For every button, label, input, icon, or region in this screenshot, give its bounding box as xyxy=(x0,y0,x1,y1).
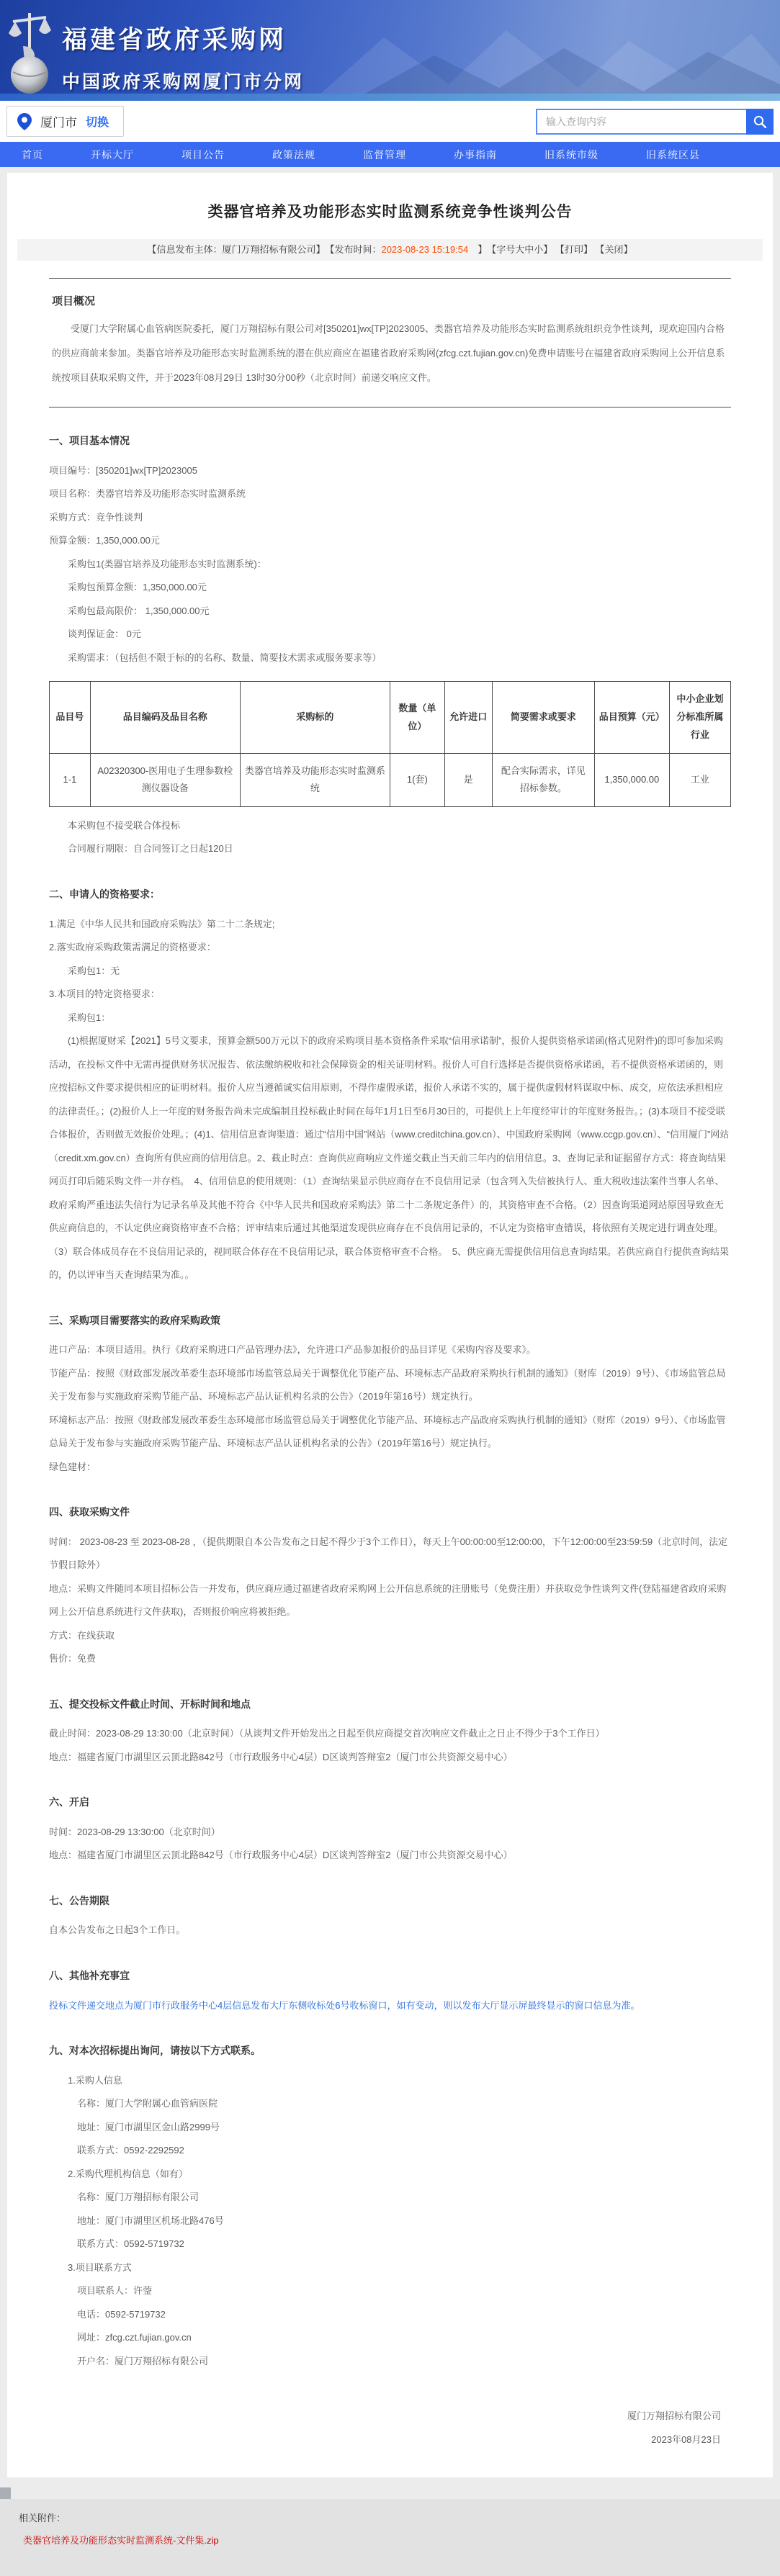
site-banner xyxy=(0,0,780,101)
col-sme-industry: 中小企业划分标准所属行业 xyxy=(669,682,730,753)
attachments-footer xyxy=(0,2499,780,2576)
switch-city-link[interactable]: 切换 xyxy=(86,117,109,129)
obtain-time-line: 时间： 2023-08-23 至 2023-08-28 ，（提供期限自本公告发布之日起不得少于3个工作日），每天上午00:00:00至12:00:00，下午12:00:00至23:59:59（北京时间，法定节假日除外） xyxy=(49,1536,728,1571)
nav-item-supervision[interactable]: 监督管理 xyxy=(363,148,406,161)
notice-period-line: 自本公告发布之日起3个工作日。 xyxy=(49,1924,186,1936)
environment-label-line: 环境标志产品：按照《财政部发展改革委生态环境部市场监管总局关于调整优化节能产品、环境标志产品政府采购执行机制的通知》（财库（2019）9号）、《市场监管总局关于发布参与实施政府采购节能产品、环境标志产品认证机构名录的公告》（2019年第16号）规定执行。 xyxy=(49,1414,726,1449)
nav-item-home[interactable]: 首页 xyxy=(22,148,43,161)
import-product-line: 进口产品：本项目适用。执行《政府采购进口产品管理办法》，允许进口产品参加报价的品目详见《采购内容及要求》。 xyxy=(49,1344,537,1356)
font-size-small-button[interactable]: 小 xyxy=(534,244,544,255)
obtain-place-line: 地点：采购文件随同本项目招标公告一并发布，供应商应通过福建省政府采购网上公开信息系统的注册账号（免费注册）并获取竞争性谈判文件(登陆福建省政府采购网上公开信息系统进行文件获取)，否则报价响应将被拒绝。 xyxy=(49,1582,727,1618)
print-button[interactable]: 【打印】 xyxy=(555,244,593,255)
publish-time-value: 2023-08-23 15:19:54 xyxy=(381,244,469,255)
mountains-decoration xyxy=(319,16,780,95)
purchaser-address-line: 地址：厦门市湖里区金山路2999号 xyxy=(77,2121,220,2133)
project-contact-label: 3.项目联系方式 xyxy=(68,2261,132,2273)
package-1-line: 采购包1(类器官培养及功能形态实时监测系统)： xyxy=(68,558,266,569)
close-button[interactable]: 【关闭】 xyxy=(595,244,633,255)
qualification-package-label: 采购包1： xyxy=(68,1012,111,1023)
deadline-place-line: 地点：福建省厦门市湖里区云顶北路842号（市行政服务中心4层）D区谈判答辩室2（厦门市公共资源交易中心） xyxy=(49,1751,513,1762)
project-overview-section xyxy=(49,278,731,407)
cell-subject: 类器官培养及功能形态实时监测系统 xyxy=(240,753,390,806)
qualification-line-1: 1.满足《中华人民共和国政府采购法》第二十二条规定; xyxy=(49,918,275,929)
search-button[interactable] xyxy=(746,109,774,135)
publisher-label: 【信息发布主体：厦门万翔招标有限公司】 xyxy=(147,244,320,255)
search-icon xyxy=(753,115,766,128)
banner-titles xyxy=(62,20,304,94)
qualification-package-none: 采购包1：无 xyxy=(68,965,120,976)
section-5-heading: 五、提交投标文件截止时间、开标时间和地点 xyxy=(49,1698,251,1710)
contact-website-line: 网址：zfcg.czt.fujian.gov.cn xyxy=(77,2332,192,2343)
section-opening xyxy=(49,1791,731,1868)
toolbar xyxy=(0,101,780,142)
account-name-line: 开户名：厦门万翔招标有限公司 xyxy=(77,2355,209,2366)
nav-item-bid-hall[interactable]: 开标大厅 xyxy=(91,148,134,161)
agency-address-line: 地址：厦门市湖里区机场北路476号 xyxy=(77,2215,224,2226)
announcement-card xyxy=(7,173,773,2477)
font-size-label: 【字号 xyxy=(482,244,516,255)
agency-phone-line: 联系方式：0592-5719732 xyxy=(77,2238,184,2250)
qualification-line-3: 3.本项目的特定资格要求： xyxy=(49,988,160,1000)
cell-import-allowed: 是 xyxy=(444,753,492,806)
section-policies xyxy=(49,1309,731,1480)
section-3-heading: 三、采购项目需要落实的政府采购政策 xyxy=(49,1314,220,1326)
cell-requirements: 配合实际需求，详见招标参数。 xyxy=(492,753,594,806)
font-size-suffix: 】 xyxy=(543,244,553,255)
items-table xyxy=(49,681,731,806)
col-quantity: 数量（单位） xyxy=(390,682,445,753)
nav-item-policies[interactable]: 政策法规 xyxy=(272,148,315,161)
qualification-line-2: 2.落实政府采购政策需满足的资格要求： xyxy=(49,942,216,953)
publish-time-suffix: 】 xyxy=(468,244,483,255)
meta-bar xyxy=(17,239,763,261)
qualification-detail-paragraph: (1)根据厦财采【2021】5号文要求，预算金额500万元以下的政府采购项目基本资格条件采取“信用承诺制”，报价人提供资格承诺函(格式见附件)的即可参加采购活动，在投标文件中无需再提供财务状况报告、依法缴纳税收和社会保障资金的相关证明材料。报价人可自行选择是否提供资格承诺函，若不提供资格承诺函的，则应按招标文件要求提供相应的证明材料。报价人应当遵循诚实信用原则，不得作虚假承诺，报价人承诺不实的，属于提供虚假材料谋取中标、成交，应依法承担相应的法律责任。；(2)报价人上一年度的财务报告尚未完成编制且投标截止时间在每年1月1日至6月30日的，可提供上上年度经审计的年度财务报告。；(3)本项目不接受联合体报价，否则做无效报价处理。；(4)1、信用信息查询渠道：通过“信用中国”网站（www.creditchina.gov.cn）、中国政府采购网（www.ccgp.gov.cn）、“信用厦门”网站（credit.xm.gov.cn）查询所有供应商的信用信息。2、截止时点：查询供应商响应文件递交截止当天前三年内的信用信息。3、查询记录和证据留存方式：将查询结果网页打印后随采购文件一并存档。 4、信用信息的使用规则：（1）查询结果显示供应商存在不良信用记录（包含列入失信被执行人、重大税收违法案件当事人名单、政府采购严重违法失信行为记录名单及其他不符合《中华人民共和国政府采购法》第二十二条规定条件）的，其资格审查不合格。（2）因查询渠道网站原因导致查无供应商信息的，不认定供应商资格审查不合格；评审结束后通过其他渠道发现供应商存在不良信用记录的，不认定为资格审查错误，将依照有关规定进行调查处理。（3）联合体成员存在不良信用记录的，视同联合体存在不良信用记录，联合体资格审查不合格。 5、供应商无需提供信用信息查询结果。若供应商自行提供查询结果的，仍以评审当天查询结果为准。。 xyxy=(49,1035,730,1281)
signature-date: 2023年08月23日 xyxy=(651,2433,721,2445)
nav-item-guide[interactable]: 办事指南 xyxy=(454,148,497,161)
signature-company: 厦门万翔招标有限公司 xyxy=(627,2410,721,2422)
search-bar xyxy=(536,109,774,135)
cell-budget: 1,350,000.00 xyxy=(594,753,669,806)
main-nav xyxy=(0,142,780,167)
nav-item-old-system-district[interactable]: 旧系统区县 xyxy=(646,148,700,161)
attachment-zip-link[interactable]: 类器官培养及功能形态实时监测系统-文件集.zip xyxy=(23,2535,219,2546)
banner-water-strip xyxy=(0,94,780,101)
current-city-label: 厦门市 xyxy=(40,116,77,130)
cell-item-no: 1-1 xyxy=(50,753,91,806)
purchaser-name-line: 名称：厦门大学附属心血管病医院 xyxy=(77,2098,218,2109)
cell-sme-industry: 工业 xyxy=(669,753,730,806)
col-subject: 采购标的 xyxy=(240,682,390,753)
deposit-line: 谈判保证金： 0元 xyxy=(68,629,141,640)
green-material-line: 绿色建材： xyxy=(49,1461,97,1472)
opening-time-line: 时间：2023-08-29 13:30:00（北京时间） xyxy=(49,1826,220,1837)
agency-info-label: 2.采购代理机构信息（如有） xyxy=(68,2168,188,2179)
site-subtitle: 中国政府采购网厦门市分网 xyxy=(62,72,305,92)
purchaser-info-label: 1.采购人信息 xyxy=(68,2074,122,2086)
section-1-heading: 一、项目基本情况 xyxy=(49,435,130,447)
section-2-heading: 二、申请人的资格要求： xyxy=(49,888,160,900)
overview-body: 受厦门大学附属心血管病医院委托，厦门万翔招标有限公司对[350201]wx[TP]2023005、类器官培养及功能形态实时监测系统组织竞争性谈判，现欢迎国内合格的供应商前来参加。类器官培养及功能形态实时监测系统的潜在供应商应在福建省政府采购网(zfcg.czt.fujian.gov.cn)免费申请账号在福建省政府采购网上公开信息系统按项目获取采购文件，并于2023年08月29日 13时30分00秒（北京时间）前递交响应文件。 xyxy=(52,323,725,383)
scroll-corner-decoration xyxy=(0,2487,11,2499)
nav-item-project-notices[interactable]: 项目公告 xyxy=(181,148,225,161)
col-item-no: 品目号 xyxy=(50,682,91,753)
section-supplementary xyxy=(49,1964,731,2017)
publish-time-prefix: 【发布时间： xyxy=(320,244,382,255)
site-title: 福建省政府采购网 xyxy=(62,26,287,54)
project-number-line: 项目编号：[350201]wx[TP]2023005 xyxy=(49,464,197,476)
purchaser-phone-line: 联系方式：0592-2292592 xyxy=(77,2145,184,2156)
location-pin-icon xyxy=(17,113,32,130)
procurement-method-line: 采购方式：竞争性谈判 xyxy=(49,511,143,523)
section-obtain-documents xyxy=(49,1500,731,1671)
budget-amount-line: 预算金额：1,350,000.00元 xyxy=(49,535,160,546)
table-header-row xyxy=(50,682,731,753)
section-7-heading: 七、公告期限 xyxy=(49,1894,109,1906)
agency-name-line: 名称：厦门万翔招标有限公司 xyxy=(77,2192,200,2203)
signature-block xyxy=(7,2405,721,2451)
section-4-heading: 四、获取采购文件 xyxy=(49,1506,130,1518)
search-input[interactable] xyxy=(536,109,746,135)
section-notice-period xyxy=(49,1889,731,1942)
section-8-heading: 八、其他补充事宜 xyxy=(49,1969,130,1981)
section-9-heading: 九、对本次招标提出询问，请按以下方式联系。 xyxy=(49,2045,261,2057)
deadline-time-line: 截止时间：2023-08-29 13:30:00（北京时间）（从谈判文件开始发出之日起至供应商提交首次响应文件截止之日止不得少于3个工作日） xyxy=(49,1728,605,1739)
nav-item-old-system-city[interactable]: 旧系统市级 xyxy=(544,148,599,161)
cell-quantity: 1(套) xyxy=(390,753,445,806)
section-basic-info xyxy=(49,429,731,861)
obtain-method-line: 方式：在线获取 xyxy=(49,1629,115,1641)
font-size-large-button[interactable]: 大 xyxy=(515,244,525,255)
table-row xyxy=(50,753,731,806)
col-import-allowed: 允许进口 xyxy=(444,682,492,753)
col-item-code-name: 品目编码及品目名称 xyxy=(90,682,240,753)
col-budget: 品目预算（元） xyxy=(594,682,669,753)
attachments-label: 相关附件： xyxy=(19,2513,66,2524)
package-budget-line: 采购包预算金额：1,350,000.00元 xyxy=(68,582,207,593)
section-6-heading: 六、开启 xyxy=(49,1796,89,1809)
energy-saving-line: 节能产品：按照《财政部发展改革委生态环境部市场监管总局关于调整优化节能产品、环境标志产品政府采购执行机制的通知》（财库（2019）9号）、《市场监管总局关于发布参与实施政府采购节能产品、环境标志产品认证机构名录的公告》（2019年第16号）规定执行。 xyxy=(49,1367,726,1402)
section-submission-deadline xyxy=(49,1693,731,1770)
font-size-medium-button[interactable]: 中 xyxy=(524,244,534,255)
project-name-line: 项目名称：类器官培养及功能形态实时监测系统 xyxy=(49,488,246,500)
location-selector xyxy=(6,106,124,137)
site-logo-scales-icon xyxy=(7,3,52,95)
overview-heading: 项目概况 xyxy=(52,295,96,307)
contact-phone-line: 电话：0592-5719732 xyxy=(77,2308,166,2320)
contact-person-line: 项目联系人：许蓥 xyxy=(77,2285,153,2297)
no-consortium-line: 本采购包不接受联合体投标 xyxy=(68,819,181,831)
cell-item-code-name: A02320300-医用电子生理参数检测仪器设备 xyxy=(90,753,240,806)
package-max-price-line: 采购包最高限价： 1,350,000.00元 xyxy=(68,605,210,616)
page-title: 类器官培养及功能形态实时监测系统竞争性谈判公告 xyxy=(207,204,573,220)
obtain-price-line: 售价：免费 xyxy=(49,1653,97,1665)
procurement-demand-line: 采购需求：（包括但不限于标的的名称、数量、简要技术需求或服务要求等） xyxy=(68,652,382,663)
section-contacts xyxy=(49,2039,731,2373)
supplementary-notice-line: 投标文件递交地点为厦门市行政服务中心4层信息发布大厅东侧收标处6号收标窗口，如有变动，则以发布大厅显示屏最终显示的窗口信息为准。 xyxy=(49,1999,640,2011)
col-requirements: 简要需求或要求 xyxy=(492,682,594,753)
section-qualification xyxy=(49,883,731,1287)
opening-place-line: 地点：福建省厦门市湖里区云顶北路842号（市行政服务中心4层）D区谈判答辩室2（厦门市公共资源交易中心） xyxy=(49,1850,513,1861)
contract-period-line: 合同履行期限：自合同签订之日起120日 xyxy=(68,843,233,855)
